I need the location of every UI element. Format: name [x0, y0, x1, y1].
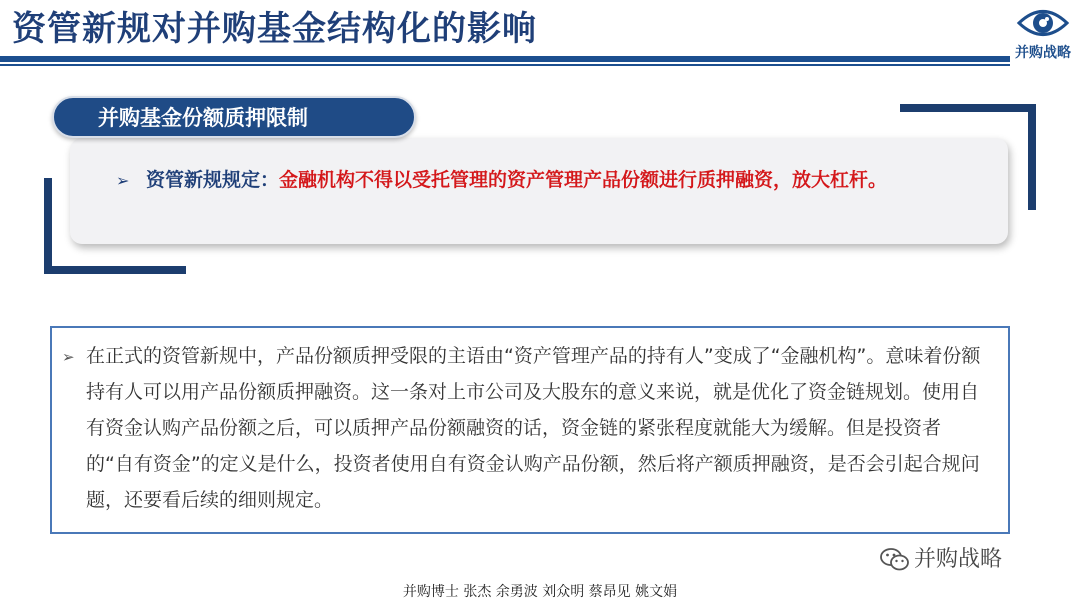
title-underline — [0, 56, 1010, 62]
rule-text — [146, 164, 986, 197]
eye-icon — [1016, 4, 1070, 42]
corner-bracket-top-right-vertical — [1028, 104, 1036, 210]
bullet-arrow-icon: ➢ — [62, 348, 75, 366]
corner-bracket-bottom-left-vertical — [44, 178, 52, 274]
explanation-text: 在正式的资管新规中，产品份额质押受限的主语由“资产管理产品的持有人”变成了“金融机构”。意味着份额持有人可以用产品份额质押融资。这一条对上市公司及大股东的意义来说，就是优化了资金链规划。使用自有资金认购产品份额之后，可以质押产品份额融资的话，资金链的紧张程度就能大为缓解。但是投资者的“自有资金”的定义是什么，投资者使用自有资金认购产品份额，然后将产额质押融资，是否会引起合规问题，还要看后续的细则规定。 — [86, 345, 981, 511]
corner-bracket-bottom-left — [44, 266, 186, 274]
logo-text: 并购战略 — [1015, 45, 1071, 61]
rule-label: 资管新规规定： — [146, 169, 280, 191]
title-underline-thin — [0, 64, 1010, 66]
explanation-box — [50, 326, 1010, 534]
rule-card — [70, 138, 1008, 244]
watermark-text: 并购战略 — [914, 547, 1003, 572]
section-heading: 并购基金份额质押限制 — [98, 106, 308, 130]
page-title: 资管新规对并购基金结构化的影响 — [12, 9, 537, 49]
footer-authors: 并购博士 张杰 余勇波 刘众明 蔡昂见 姚文娟 — [402, 584, 678, 600]
brand-logo — [1010, 2, 1076, 64]
corner-bracket-top-right — [900, 104, 1036, 112]
rule-content: 金融机构不得以受托管理的资产管理产品份额进行质押融资，放大杠杆。 — [279, 169, 888, 191]
bullet-arrow-icon: ➢ — [116, 171, 130, 190]
section-heading-pill — [52, 96, 416, 138]
wechat-icon — [880, 547, 910, 573]
